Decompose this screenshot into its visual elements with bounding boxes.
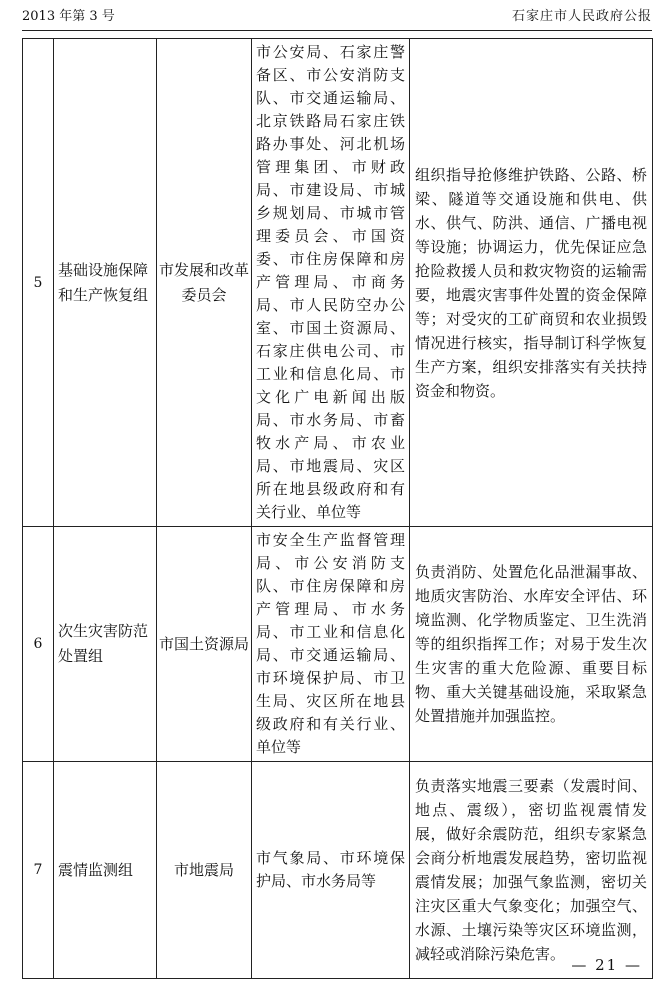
table-row [23, 527, 653, 762]
lead-unit: 市国土资源局 [157, 527, 252, 762]
member-units: 市安全生产监督管理局、市公安消防支队、市住房保障和房产管理局、市水务局、市工业和信息化局、市交通运输局、市环境保护局、市卫生局、灾区所在地县级政府和有关行业、单位等 [252, 527, 410, 762]
group-duties: 负责消防、处置危化品泄漏事故、地质灾害防治、水库安全评估、环境监测、化学物质鉴定、卫生洗消等的组织指挥工作；对易于发生次生灾害的重大危险源、重要目标物、重大关键基础设施，采取紧急处置措施并加强监控。 [410, 527, 653, 762]
publication-title: 石家庄市人民政府公报 [511, 9, 652, 24]
row-number: 6 [23, 527, 54, 762]
member-units: 市气象局、市环境保护局、市水务局等 [252, 762, 410, 979]
issue-number: 2013 年第 3 号 [22, 9, 115, 24]
table-row [23, 39, 653, 527]
group-name: 震情监测组 [54, 762, 157, 979]
row-number: 7 [23, 762, 54, 979]
lead-unit: 市地震局 [157, 762, 252, 979]
table-row [23, 762, 653, 979]
page-header [22, 6, 652, 31]
group-duties: 负责落实地震三要素（发震时间、地点、震级），密切监视震情发展，做好余震防范，组织专家紧急会商分析地震发展趋势，密切监视震情发展；加强气象监测，密切关注灾区重大气象变化；加强空气、水源、土壤污染等灾区环境监测，减轻或消除污染危害。 [410, 762, 653, 979]
page-number: — 21 — [571, 956, 642, 974]
group-duties: 组织指导抢修维护铁路、公路、桥梁、隧道等交通设施和供电、供水、供气、防洪、通信、广播电视等设施；协调运力，优先保证应急抢险救援人员和救灾物资的运输需要，地震灾害事件处置的资金保障等；对受灾的工矿商贸和农业损毁情况进行核实，指导制订科学恢复生产方案，组织安排落实有关扶持资金和物资。 [410, 39, 653, 527]
group-name: 基础设施保障和生产恢复组 [54, 39, 157, 527]
duty-table [22, 38, 653, 979]
member-units: 市公安局、石家庄警备区、市公安消防支队、市交通运输局、北京铁路局石家庄铁路办事处、河北机场管理集团、市财政局、市建设局、市城乡规划局、市城市管理委员会、市国资委、市住房保障和房产管理局、市商务局、市人民防空办公室、市国土资源局、石家庄供电公司、市工业和信息化局、市文化广电新闻出版局、市水务局、市畜牧水产局、市农业局、市地震局、灾区所在地县级政府和有关行业、单位等 [252, 39, 410, 527]
lead-unit: 市发展和改革委员会 [157, 39, 252, 527]
row-number: 5 [23, 39, 54, 527]
group-name: 次生灾害防范处置组 [54, 527, 157, 762]
